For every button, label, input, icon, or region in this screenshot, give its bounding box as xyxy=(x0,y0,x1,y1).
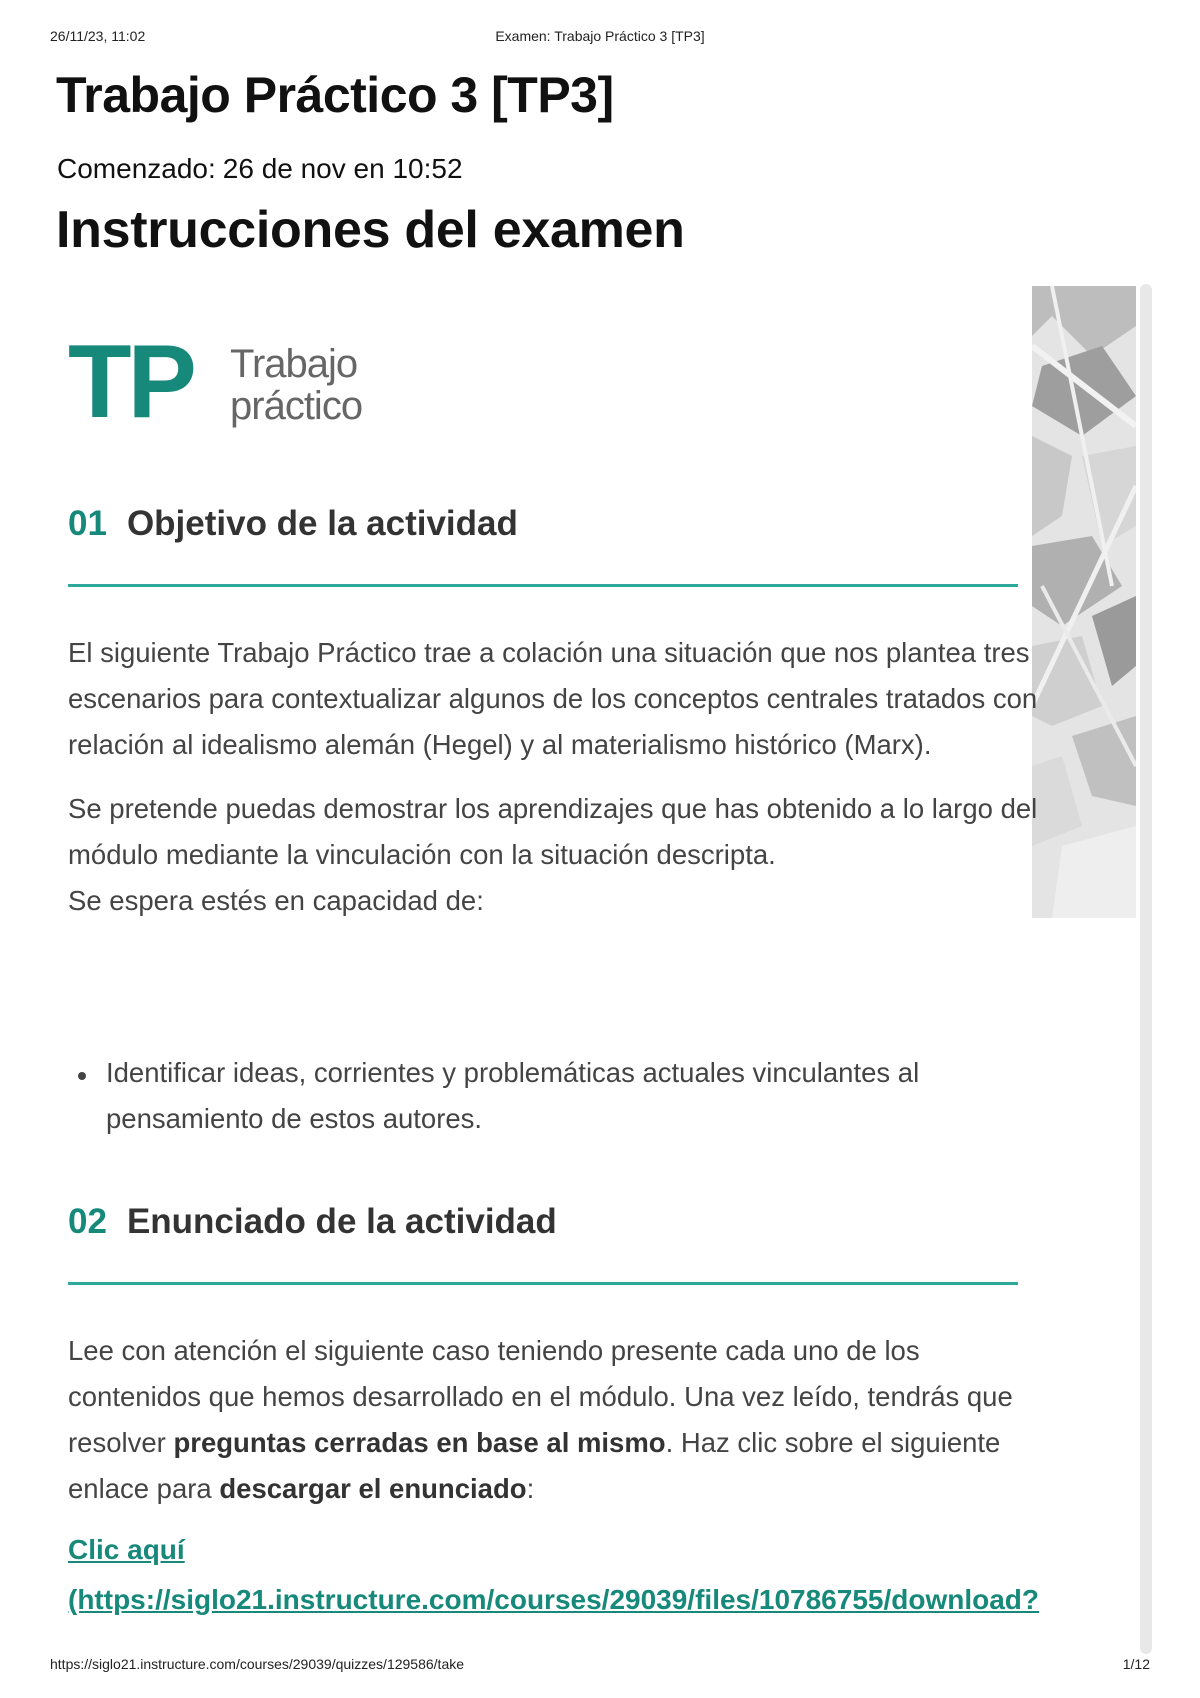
instructions-heading: Instrucciones del examen xyxy=(56,201,685,259)
section-1-number: 01 xyxy=(68,504,107,543)
section-2-heading xyxy=(68,1202,557,1242)
section-2-text-1: Lee con atención el siguiente caso teniendo presente cada uno de los contenidos que hemos desarrollado en el módulo. Una vez leído, tendrás que resolver xyxy=(68,1335,1013,1458)
section-2-text-3: : xyxy=(526,1473,535,1504)
bullet-dot xyxy=(78,1072,86,1080)
print-datetime: 26/11/23, 11:02 xyxy=(50,28,146,44)
section-2-bold-2: descargar el enunciado xyxy=(219,1473,527,1504)
section-1-paragraph-2b: Se espera estés en capacidad de: xyxy=(68,885,484,916)
logo-word-line1: Trabajo xyxy=(230,342,358,386)
scrollbar[interactable] xyxy=(1140,284,1152,1654)
section-2-title: Enunciado de la actividad xyxy=(126,1202,557,1241)
print-footer xyxy=(50,1656,1150,1676)
section-1-heading xyxy=(68,504,518,544)
section-1-paragraph-2a: Se pretende puedas demostrar los aprendizajes que has obtenido a lo largo del módulo mediante la vinculación con la situación descripta. xyxy=(68,793,1038,870)
download-link-url[interactable]: (https://siglo21.instructure.com/courses/29039/files/10786755/download? xyxy=(68,1584,1040,1615)
section-1-paragraph-1: El siguiente Trabajo Práctico trae a colación una situación que nos plantea tres escenarios para contextualizar algunos de los conceptos centrales tratados con relación al idealismo alemán (Hegel) y al materialismo histórico (Marx). xyxy=(68,637,1038,760)
print-page-title: Examen: Trabajo Práctico 3 [TP3] xyxy=(495,28,705,44)
started-info xyxy=(57,153,463,185)
print-page-number: 1/12 xyxy=(1122,1656,1150,1672)
section-2-divider xyxy=(68,1282,1018,1285)
decorative-banner-image xyxy=(1032,286,1136,918)
section-2-paragraph xyxy=(68,1328,1038,1512)
section-1-paragraph-2 xyxy=(68,786,1038,924)
logo-word-line2: práctico xyxy=(230,384,363,428)
page-title: Trabajo Práctico 3 [TP3] xyxy=(56,67,614,123)
section-2-text-2: . Haz clic sobre el siguiente enlace para xyxy=(68,1427,1001,1504)
list-item: Identificar ideas, corrientes y problemáticas actuales vinculantes al pensamiento de estos autores. xyxy=(106,1057,920,1134)
download-link-label[interactable]: Clic aquí xyxy=(68,1534,185,1565)
banner-pattern xyxy=(1032,286,1136,918)
started-label: Comenzado: xyxy=(57,153,216,184)
section-2-body xyxy=(68,1328,1038,1530)
section-2-bold-1: preguntas cerradas en base al mismo xyxy=(173,1427,666,1458)
section-1-title: Objetivo de la actividad xyxy=(126,504,518,543)
section-1-divider xyxy=(68,584,1018,587)
print-header xyxy=(50,28,1150,48)
started-value: 26 de nov en 10:52 xyxy=(222,153,463,184)
print-footer-url: https://siglo21.instructure.com/courses/29039/quizzes/129586/take xyxy=(50,1656,465,1672)
section-1-body xyxy=(68,630,1038,942)
logo-mark: TP xyxy=(68,324,193,440)
tp-logo xyxy=(68,324,388,440)
section-2-number: 02 xyxy=(68,1202,107,1241)
